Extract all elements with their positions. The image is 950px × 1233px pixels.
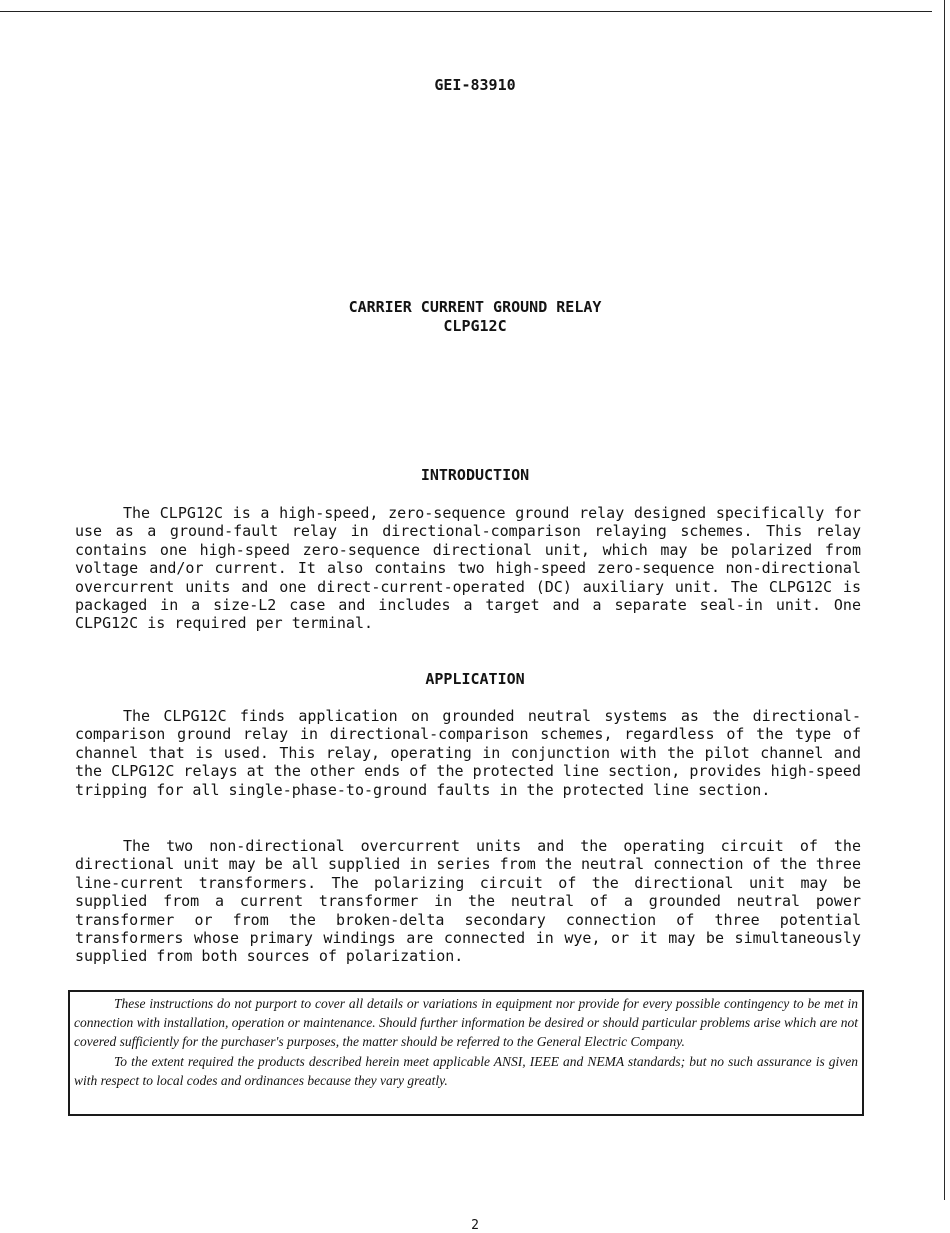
application-paragraph-1: The CLPG12C finds application on grounded neutral systems as the directional-comparison ground relay in directional-comparison schemes, regardless of the type of channel that is used. This relay, operating in conjunction with the pilot channel and the CLPG12C relays at the other ends of the protected line section, provides high-speed tripping for all single-phase-to-ground faults in the protected line section. [75, 707, 861, 799]
notice-box [68, 990, 864, 1116]
page-number: 2 [471, 1218, 479, 1233]
right-edge-rule [944, 0, 945, 1200]
document-model: CLPG12C [443, 317, 507, 335]
notice-paragraph-2: To the extent required the products described herein meet applicable ANSI, IEEE and NEMA standards; but no such assurance is given with respect to local codes and ordinances because they vary greatly. [74, 1053, 858, 1088]
top-rule [0, 11, 932, 12]
introduction-paragraph: The CLPG12C is a high-speed, zero-sequence ground relay designed specifically for use as a ground-fault relay in directional-comparison relaying schemes. This relay contains one high-speed zero-sequence directional unit, which may be polarized from voltage and/or current. It also contains two high-speed zero-sequence non-directional overcurrent units and one direct-current-operated (DC) auxiliary unit. The CLPG12C is packaged in a size-L2 case and includes a target and a separate seal-in unit. One CLPG12C is required per terminal. [75, 504, 861, 633]
application-paragraph-2: The two non-directional overcurrent units and the operating circuit of the directional unit may be all supplied in series from the neutral connection of the three line-current transformers. The polarizing circuit of the directional unit may be supplied from a current transformer in the neutral of a grounded neutral power transformer or from the broken-delta secondary connection of three potential transformers whose primary windings are connected in wye, or it may be simultaneously supplied from both sources of polarization. [75, 837, 861, 966]
document-title: CARRIER CURRENT GROUND RELAY [348, 298, 602, 316]
notice-paragraph-1: These instructions do not purport to cover all details or variations in equipment nor provide for every possible contingency to be met in connection with installation, operation or maintenance. Should further information be desired or should particular problems arise which are not covered sufficiently for the purchaser's purposes, the matter should be referred to the General Electric Company. [74, 996, 858, 1050]
application-heading: APPLICATION [425, 670, 525, 688]
document-number: GEI-83910 [434, 76, 516, 94]
introduction-heading: INTRODUCTION [420, 466, 530, 484]
